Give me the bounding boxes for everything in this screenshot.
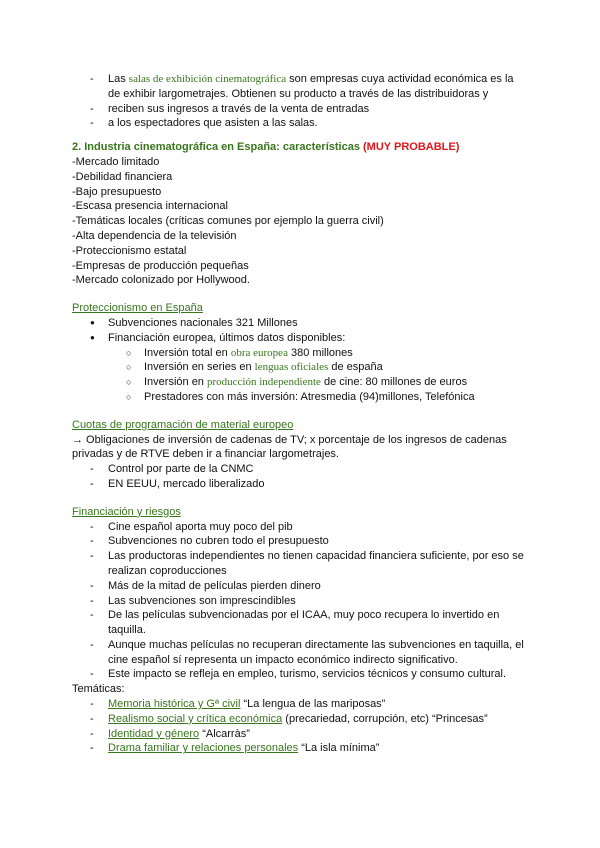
list-line: -Debilidad financiera [72, 170, 173, 183]
list-item [72, 72, 524, 102]
list-item: - Este impacto se refleja en empleo, turismo, servicios técnicos y consumo cultural. [90, 668, 506, 681]
circle-marker: ○ [126, 347, 132, 358]
circle-marker: ○ [126, 362, 132, 373]
themes-label: Temáticas: [72, 683, 125, 696]
list-item: - Control por parte de la CNMC [72, 462, 524, 477]
term-obra-europea: obra europea [230, 346, 288, 359]
list-item: - Cine español aporta muy poco del pib [90, 520, 293, 533]
text: Financiación europea, últimos datos disponibles: [108, 331, 346, 344]
circle-marker: ○ [126, 391, 132, 402]
theme-item: - Realismo social y crítica económica (precariedad, corrupción, etc) “Princesas” [90, 712, 488, 725]
list-line: -Alta dependencia de la televisión [72, 229, 237, 242]
document-page [72, 72, 524, 756]
text: a los espectadores que asisten a las salas. [108, 117, 318, 130]
list-item: - EN EEUU, mercado liberalizado [72, 477, 524, 492]
list-line: -Temáticas locales (críticas comunes por ejemplo la guerra civil) [72, 215, 384, 228]
bullet-marker: ● [90, 332, 95, 342]
section-link-proteccionismo[interactable]: Proteccionismo en España [72, 302, 203, 315]
bullet-marker: ● [90, 317, 95, 327]
priority-flag: (MUY PROBABLE) [363, 141, 460, 154]
sub-list-item: ○ Inversión en series en lenguas oficiales de españa [126, 361, 383, 374]
sub-list-item: ○ Inversión total en obra europea 380 millones [126, 346, 353, 359]
list-item [72, 116, 524, 131]
list-item [72, 316, 524, 331]
list-item: - Subvenciones no cubren todo el presupuesto [90, 535, 329, 548]
dash-marker: - [90, 117, 94, 130]
theme-item: - Identidad y género “Alcarràs” [90, 727, 250, 740]
list-item: - Las productoras independientes no tienen capacidad financiera suficiente, por eso se realizan coproducciones [90, 550, 524, 577]
circle-marker: ○ [126, 377, 132, 388]
list-line: -Empresas de producción pequeñas [72, 259, 249, 272]
sub-list-item: ○ Inversión en producción independiente de cine: 80 millones de euros [126, 376, 468, 389]
term-lenguas-oficiales: lenguas oficiales [254, 361, 329, 374]
theme-item: - Drama familiar y relaciones personales “La isla mínima” [90, 742, 380, 755]
list-line: -Proteccionismo estatal [72, 244, 187, 257]
text: Las [108, 73, 129, 85]
list-line: -Mercado limitado [72, 155, 160, 168]
section-heading: 2. Industria cinematográfica en España: características (MUY PROBABLE) [72, 141, 460, 154]
theme-link[interactable]: Identidad y género [108, 727, 200, 740]
list-item [72, 102, 524, 117]
list-item: - Las subvenciones son imprescindibles [90, 594, 296, 607]
dash-marker: - [90, 102, 94, 115]
theme-link[interactable]: Realismo social y crítica económica [108, 712, 283, 725]
theme-link[interactable]: Drama familiar y relaciones personales [108, 742, 299, 755]
section-link-financiacion[interactable]: Financiación y riesgos [72, 505, 181, 518]
dash-marker: - [90, 477, 94, 490]
list-item: - Aunque muchas películas no recuperan directamente las subvenciones en taquilla, el cine español sí representa un impacto económico indirecto significativo. [90, 638, 524, 666]
text: reciben sus ingresos a través de la venta de entradas [108, 102, 370, 115]
paragraph: → Obligaciones de inversión de cadenas de TV; x porcentaje de los ingresos de cadenas privadas y de RTVE deben ir a financiar largometrajes. [72, 433, 507, 461]
theme-link[interactable]: Memoria histórica y Gª civil [108, 698, 241, 711]
list-item: - Más de la mitad de películas pierden dinero [90, 579, 321, 592]
list-line: -Mercado colonizado por Hollywood. [72, 274, 250, 287]
list-line: -Escasa presencia internacional [72, 200, 228, 213]
text: son empresas cuya actividad económica es la de exhibir largometrajes. Obtienen su producto a través de las distribuidoras y [108, 73, 514, 100]
dash-marker: - [90, 73, 94, 85]
list-line: -Bajo presupuesto [72, 185, 162, 198]
characteristics-list [72, 155, 524, 288]
text: Subvenciones nacionales 321 Millones [108, 316, 298, 329]
theme-item: - Memoria histórica y Gª civil “La lengua de las mariposas” [90, 698, 386, 711]
term-salas: salas de exhibición cinematográfica [128, 73, 287, 85]
list-item: - De las películas subvencionadas por el ICAA, muy poco recupera lo invertido en taquilla. [90, 609, 500, 637]
dash-marker: - [90, 463, 94, 476]
sub-list-item: ○ Prestadores con más inversión: Atresmedia (94)millones, Telefónica [126, 390, 475, 403]
list-item [72, 331, 524, 346]
term-produccion-independiente: producción independiente [206, 376, 321, 389]
section-link-cuotas[interactable]: Cuotas de programación de material europeo [72, 418, 294, 431]
